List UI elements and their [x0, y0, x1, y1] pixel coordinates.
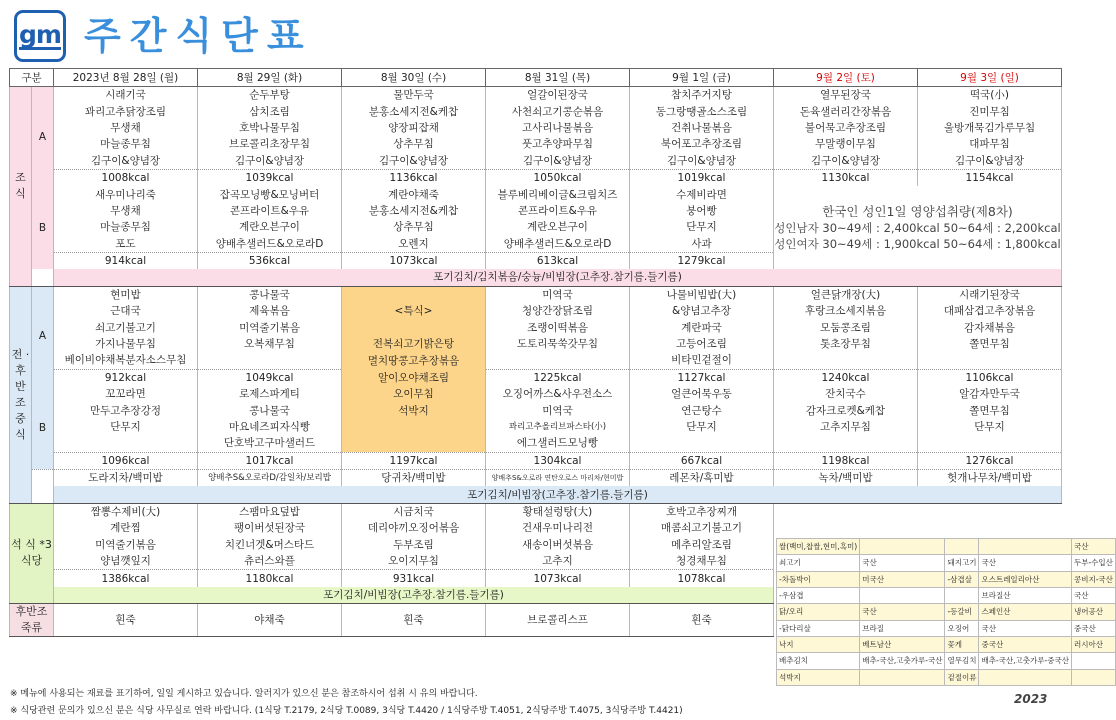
menu-item: 진미무침 [918, 103, 1062, 119]
origin-row [777, 604, 1116, 620]
origin-cell: 쇠고기 [777, 555, 860, 571]
kcal-value: 1073kcal [342, 252, 486, 269]
table-row [10, 469, 1062, 486]
menu-item: 알감자만두국 [918, 386, 1062, 402]
origin-cell: -등갈비 [945, 604, 979, 620]
table-row [10, 120, 1062, 136]
origin-cell: 콩비지-국산 [1071, 571, 1115, 587]
menu-item: 순두부탕 [198, 87, 342, 104]
menu-item: 꼬꼬라면 [54, 386, 198, 402]
menu-item: 쫄면무침 [918, 336, 1062, 352]
menu-item: 분홍소세지전&케찹 [342, 203, 486, 219]
menu-item: 도토리묵쑥갓무침 [486, 336, 630, 352]
menu-item: 무생채 [54, 120, 198, 136]
menu-item: 청양간장닭조림 [486, 303, 630, 319]
kcal-value: 1019kcal [630, 169, 774, 186]
origin-row [777, 636, 1116, 652]
gm-logo [14, 10, 66, 62]
kcal-value: 914kcal [54, 252, 198, 269]
nutrition-info [774, 186, 1062, 269]
header [0, 0, 1065, 68]
late-item: 브로콜리스프 [486, 604, 630, 637]
menu-item: 얼큰닭개장(大) [774, 286, 918, 303]
special-item: 오이무침 [342, 386, 486, 402]
menu-item: 양배추샐러드&오로라D [198, 236, 342, 253]
origin-cell: 배추-국산,고춧가루-국산 [860, 653, 945, 669]
menu-item: 양념깻잎지 [54, 553, 198, 570]
drink-rice: 도라지차/백미밥 [54, 469, 198, 486]
menu-item: 로제스파게티 [198, 386, 342, 402]
special-item: 멸치땅콩고추장볶음 [342, 352, 486, 369]
nutrition-title: 한국인 성인1일 영양섭취량(제8차) [822, 203, 1013, 219]
dinner-kimchi: 포기김치/비빔장(고추장.참기름.들기름) [54, 587, 774, 604]
menu-item: 단호박고구마샐러드 [198, 435, 342, 452]
menu-item: 참치주거지탕 [630, 87, 774, 104]
day-header: 9월 2일 (토) [774, 69, 918, 87]
page-title: 주간식단표 [84, 14, 313, 58]
kcal-value: 536kcal [198, 252, 342, 269]
kcal-value: 1050kcal [486, 169, 630, 186]
kcal-value: 1039kcal [198, 169, 342, 186]
menu-item [54, 435, 198, 452]
menu-item: 짬뽕수제비(大) [54, 503, 198, 520]
breakfast-side-spacer [32, 269, 54, 286]
origin-cell: 두부-수입산 [1071, 555, 1115, 571]
origin-row [777, 669, 1116, 685]
menu-item: 포도 [54, 236, 198, 253]
origin-cell: 브라질산 [979, 587, 1072, 603]
origin-cell: 국산 [860, 604, 945, 620]
menu-item: 츄러스와플 [198, 553, 342, 570]
menu-item: 풋고추양파무침 [486, 136, 630, 152]
origin-cell: 국산 [860, 555, 945, 571]
day-header: 2023년 8월 28일 (월) [54, 69, 198, 87]
menu-item [198, 352, 342, 369]
menu-item: 콩나물국 [198, 286, 342, 303]
menu-item: 잡곡모닝빵&모닝버터 [198, 186, 342, 202]
kcal-value: 1180kcal [198, 570, 342, 587]
menu-item: 상추무침 [342, 219, 486, 235]
menu-item: 베이비야채복분자소스무침 [54, 352, 198, 369]
kcal-value: 1198kcal [774, 452, 918, 469]
menu-item: 고사리나물볶음 [486, 120, 630, 136]
late-item: 흰죽 [342, 604, 486, 637]
kcal-value: 1127kcal [630, 369, 774, 386]
origin-cell: 열무김치 [945, 653, 979, 669]
menu-item: 나물비빔밥(大) [630, 286, 774, 303]
menu-item: 김구이&양념장 [486, 153, 630, 170]
menu-item: 새송이버섯볶음 [486, 537, 630, 553]
menu-item: 김구이&양념장 [342, 153, 486, 170]
table-row [10, 87, 1062, 104]
menu-item: 마늘종무침 [54, 136, 198, 152]
menu-item: 무생채 [54, 203, 198, 219]
kcal-value: 1197kcal [342, 452, 486, 469]
special-item: 석박지 [342, 402, 486, 418]
kcal-value: 613kcal [486, 252, 630, 269]
kcal-value: 1304kcal [486, 452, 630, 469]
menu-item: 모둠콩조림 [774, 319, 918, 335]
menu-item: 청경채무침 [630, 553, 774, 570]
group-b-label: B [32, 186, 54, 269]
special-item [342, 286, 486, 303]
menu-item: 얼큰어묵우동 [630, 386, 774, 402]
origin-cell: 베트남산 [860, 636, 945, 652]
menu-item: &양념고추장 [630, 303, 774, 319]
special-item [342, 319, 486, 335]
origin-cell [860, 669, 945, 685]
origin-cell [860, 539, 945, 555]
table-row [10, 269, 1062, 286]
drink-rice: 당귀차/백미밥 [342, 469, 486, 486]
kcal-value: 1136kcal [342, 169, 486, 186]
menu-item: 대파무침 [918, 136, 1062, 152]
menu-item: 사과 [630, 236, 774, 253]
group-a-label: A [32, 286, 54, 386]
origin-table [776, 538, 1116, 686]
origin-row [777, 620, 1116, 636]
origin-cell: 낙지 [777, 636, 860, 652]
menu-item: 얼갈이된장국 [486, 87, 630, 104]
menu-item: 미역국 [486, 286, 630, 303]
origin-cell [979, 669, 1072, 685]
menu-item: 조랭이떡볶음 [486, 319, 630, 335]
origin-row [777, 587, 1116, 603]
menu-item [918, 352, 1062, 369]
menu-item: 물만두국 [342, 87, 486, 104]
origin-cell: 배추김치 [777, 653, 860, 669]
late-item: 흰죽 [54, 604, 198, 637]
menu-item [630, 435, 774, 452]
table-row [10, 352, 1062, 369]
menu-item: 스팸마요덮밥 [198, 503, 342, 520]
drink-rice: 녹차/백미밥 [774, 469, 918, 486]
menu-item: 콘프라이트&우유 [486, 203, 630, 219]
origin-cell: 석박지 [777, 669, 860, 685]
origin-cell [945, 587, 979, 603]
kcal-value: 1276kcal [918, 452, 1062, 469]
menu-item: 단무지 [918, 419, 1062, 435]
table-row [10, 336, 1062, 352]
table-row [10, 186, 1062, 202]
menu-item [486, 352, 630, 369]
table-row [10, 286, 1062, 303]
origin-cell: 러시아산 [1071, 636, 1115, 652]
late-item: 흰죽 [630, 604, 774, 637]
menu-item: 팽이버섯된장국 [198, 520, 342, 536]
drink-rice: 레몬차/흑미밥 [630, 469, 774, 486]
logo-text: gm [19, 19, 61, 49]
notice-allergy: ※ 메뉴에 사용되는 재료를 표기하여, 일일 게시하고 있습니다. 알러지가 있으신 분은 참조하시어 섭취 시 유의 바랍니다. [10, 689, 478, 699]
menu-item: 미역줄기볶음 [54, 537, 198, 553]
menu-item: 양배추샐러드&오로라D [486, 236, 630, 253]
menu-item: 동그랑땡골소스조림 [630, 103, 774, 119]
menu-item: 고추지무침 [774, 419, 918, 435]
menu-item: 오징어까스&사우전소스 [486, 386, 630, 402]
origin-cell [1071, 653, 1115, 669]
origin-cell: 쌀(백미,찹쌀,현미,흑미) [777, 539, 860, 555]
menu-item: 시래기된장국 [918, 286, 1062, 303]
special-item: 전복쇠고기밝은탕 [342, 336, 486, 352]
menu-item: 오복채무침 [198, 336, 342, 352]
nutrition-female: 성인여자 30~49세 : 1,900kcal 50~64세 : 1,800kcal [774, 236, 1061, 251]
drink-rice: 양배추S&오로라D/감일차/보리밥 [198, 469, 342, 486]
menu-item: 양장피잡채 [342, 120, 486, 136]
origin-cell: 국산 [979, 555, 1072, 571]
menu-item: 새우미나리죽 [54, 186, 198, 202]
day-header: 8월 29일 (화) [198, 69, 342, 87]
origin-cell: 중국산 [979, 636, 1072, 652]
menu-item: 잔치국수 [774, 386, 918, 402]
table-row [10, 386, 1062, 402]
menu-item: 치킨너겟&머스타드 [198, 537, 342, 553]
special-item: <특식> [342, 303, 486, 319]
menu-item: 건취나물볶음 [630, 120, 774, 136]
day-header: 8월 31일 (목) [486, 69, 630, 87]
menu-item [774, 352, 918, 369]
kcal-value: 1130kcal [774, 169, 918, 186]
menu-item: 에그샐러드모닝빵 [486, 435, 630, 452]
breakfast-kimchi: 포기김치/김치볶음/숭늉/비빔장(고추장.참기름.들기름) [54, 269, 1062, 286]
origin-cell: -삼겹살 [945, 571, 979, 587]
group-a-label: A [32, 87, 54, 187]
menu-item: 연근탕수 [630, 402, 774, 418]
menu-item: 톳초장무침 [774, 336, 918, 352]
menu-item: 계란파국 [630, 319, 774, 335]
menu-item: 사천쇠고기콩순볶음 [486, 103, 630, 119]
menu-item: 계란오븐구이 [198, 219, 342, 235]
menu-item: 후랑크소세지볶음 [774, 303, 918, 319]
origin-cell: 스페인산 [979, 604, 1072, 620]
kcal-value: 667kcal [630, 452, 774, 469]
menu-item: 김구이&양념장 [198, 153, 342, 170]
origin-cell: 국산 [979, 620, 1072, 636]
menu-item: 메추리알조림 [630, 537, 774, 553]
kcal-value: 1096kcal [54, 452, 198, 469]
menu-item: 삼치조림 [198, 103, 342, 119]
menu-item: 울방개묵김가루무침 [918, 120, 1062, 136]
origin-row [777, 571, 1116, 587]
menu-item: 마늘종무침 [54, 219, 198, 235]
menu-item: 김구이&양념장 [630, 153, 774, 170]
table-row [10, 452, 1062, 469]
drink-rice: 헛개나무차/백미밥 [918, 469, 1062, 486]
table-row [10, 169, 1062, 186]
origin-cell [1071, 669, 1115, 685]
special-item: 알이오야채조림 [342, 369, 486, 386]
special-item [342, 435, 486, 452]
origin-cell: 냉어공산 [1071, 604, 1115, 620]
menu-item: 마요네즈피자식빵 [198, 419, 342, 435]
menu-item: 오이지무침 [342, 553, 486, 570]
origin-cell: 겉절이류 [945, 669, 979, 685]
menu-item: 대패삼겹고추장볶음 [918, 303, 1062, 319]
table-row [10, 419, 1062, 435]
menu-item: 가지나물무침 [54, 336, 198, 352]
origin-cell: 미국산 [860, 571, 945, 587]
menu-item: 오렌지 [342, 236, 486, 253]
kcal-value: 931kcal [342, 570, 486, 587]
notice-contact: ※ 식당관련 문의가 있으신 분은 식당 사무실로 연락 바랍니다. (1식당 T.2179, 2식당 T.0089, 3식당 T.4420 / 1식당주방 T.4051, 2식당주방 T.4075, 3식당주방 T.4421) [10, 706, 683, 716]
menu-item [918, 435, 1062, 452]
origin-cell: 돼지고기 [945, 555, 979, 571]
origin-cell: -닭다리살 [777, 620, 860, 636]
origin-cell: 국산 [1071, 587, 1115, 603]
table-row [10, 319, 1062, 335]
origin-cell: 브라질 [860, 620, 945, 636]
menu-item: 고등어조림 [630, 336, 774, 352]
menu-item: 김구이&양념장 [774, 153, 918, 170]
origin-cell: 오스트레일리아산 [979, 571, 1072, 587]
menu-item: 떡국(小) [918, 87, 1062, 104]
menu-item: 꽈리고추올리브파스타(小) [486, 419, 630, 435]
menu-item: 단무지 [630, 219, 774, 235]
kcal-value: 912kcal [54, 369, 198, 386]
kcal-value: 1240kcal [774, 369, 918, 386]
table-row [10, 369, 1062, 386]
menu-item: 분홍소세지전&케찹 [342, 103, 486, 119]
menu-item: 황태설렁탕(大) [486, 503, 630, 520]
table-row [10, 402, 1062, 418]
origin-cell: -우삼겹 [777, 587, 860, 603]
table-row [10, 153, 1062, 170]
menu-item: 계란야채죽 [342, 186, 486, 202]
late-item: 야채죽 [198, 604, 342, 637]
column-label: 구분 [10, 69, 54, 87]
section-dinner: 석 식 *3식당 [10, 503, 54, 603]
menu-item: 미역국 [486, 402, 630, 418]
kcal-value: 1078kcal [630, 570, 774, 587]
menu-item: 콩나물국 [198, 402, 342, 418]
kcal-value: 1154kcal [918, 169, 1062, 186]
menu-item: 무말랭이무침 [774, 136, 918, 152]
section-breakfast: 조 식 [10, 87, 32, 287]
origin-row [777, 555, 1116, 571]
menu-item: 계란오븐구이 [486, 219, 630, 235]
menu-item: 김구이&양념장 [918, 153, 1062, 170]
kcal-value: 1073kcal [486, 570, 630, 587]
menu-item: 계란찜 [54, 520, 198, 536]
menu-item: 브로콜리초장무침 [198, 136, 342, 152]
table-row [10, 136, 1062, 152]
table-row [10, 303, 1062, 319]
menu-item: 김구이&양념장 [54, 153, 198, 170]
origin-cell: 꽃게 [945, 636, 979, 652]
menu-item: 수제비라면 [630, 186, 774, 202]
menu-item: 꽈리고추닭장조림 [54, 103, 198, 119]
menu-item: 시래기국 [54, 87, 198, 104]
menu-item: 블루베리베이글&크림치즈 [486, 186, 630, 202]
origin-cell [860, 587, 945, 603]
origin-cell [945, 539, 979, 555]
origin-cell: 닭/오리 [777, 604, 860, 620]
menu-item: 만두고추장강정 [54, 402, 198, 418]
menu-item: 건새우미나리전 [486, 520, 630, 536]
menu-item [774, 435, 918, 452]
menu-item: 호박고추장찌개 [630, 503, 774, 520]
menu-item: 호박나물무침 [198, 120, 342, 136]
menu-item: 상추무침 [342, 136, 486, 152]
table-row [10, 69, 1062, 87]
kcal-value: 1279kcal [630, 252, 774, 269]
menu-item: 단무지 [54, 419, 198, 435]
origin-cell: 오징어 [945, 620, 979, 636]
day-header: 9월 3일 (일) [918, 69, 1062, 87]
menu-item: 돈육샐러리간장볶음 [774, 103, 918, 119]
origin-row [777, 653, 1116, 669]
origin-cell: -차돌박이 [777, 571, 860, 587]
section-lunch: 전 · 후 반 조 중 식 [10, 286, 32, 503]
kcal-value: 1049kcal [198, 369, 342, 386]
menu-item: 붕어빵 [630, 203, 774, 219]
drink-rice: 양배추S&오로라 연탄오로스 마리차/현미밥 [486, 469, 630, 486]
lunch-side-spacer [32, 486, 54, 503]
nutrition-male: 성인남자 30~49세 : 2,400kcal 50~64세 : 2,200kcal [774, 220, 1061, 235]
menu-item: 현미밥 [54, 286, 198, 303]
table-row [10, 103, 1062, 119]
group-b-label: B [32, 386, 54, 469]
lunch-kimchi: 포기김치/비빔장(고추장.참기름.들기름) [54, 486, 1062, 503]
origin-cell: 배추-국산,고춧가루-중국산 [979, 653, 1072, 669]
origin-cell: 중국산 [1071, 620, 1115, 636]
menu-item: 감자크로켓&케찹 [774, 402, 918, 418]
special-item [342, 419, 486, 435]
menu-item: 데리야끼오징어볶음 [342, 520, 486, 536]
menu-item: 열무된장국 [774, 87, 918, 104]
menu-item: 북어포고추장조림 [630, 136, 774, 152]
menu-item: 콘프라이트&우유 [198, 203, 342, 219]
day-header: 8월 30일 (수) [342, 69, 486, 87]
table-row [10, 435, 1062, 452]
menu-item: 제육볶음 [198, 303, 342, 319]
origin-cell [979, 539, 1072, 555]
drinks-spacer [32, 469, 54, 486]
menu-item: 시금치국 [342, 503, 486, 520]
year-mark: 2023 [1014, 692, 1048, 706]
kcal-value: 1106kcal [918, 369, 1062, 386]
day-header: 9월 1일 (금) [630, 69, 774, 87]
kcal-value: 1225kcal [486, 369, 630, 386]
origin-row [777, 539, 1116, 555]
menu-item: 매콤쇠고기불고기 [630, 520, 774, 536]
kcal-value: 1008kcal [54, 169, 198, 186]
table-row [10, 503, 1062, 520]
section-late: 후반조 죽류 [10, 604, 54, 637]
menu-item: 미역줄기볶음 [198, 319, 342, 335]
kcal-value: 1017kcal [198, 452, 342, 469]
menu-item: 비타민겉절이 [630, 352, 774, 369]
kcal-value: 1386kcal [54, 570, 198, 587]
menu-item: 쫄면무침 [918, 402, 1062, 418]
menu-item: 쇠고기불고기 [54, 319, 198, 335]
menu-item: 두부조림 [342, 537, 486, 553]
menu-item: 불어묵고추장조림 [774, 120, 918, 136]
menu-item: 단무지 [630, 419, 774, 435]
origin-cell: 국산 [1071, 539, 1115, 555]
table-row [10, 486, 1062, 503]
menu-item: 고추지 [486, 553, 630, 570]
menu-item: 감자채볶음 [918, 319, 1062, 335]
menu-item: 근대국 [54, 303, 198, 319]
